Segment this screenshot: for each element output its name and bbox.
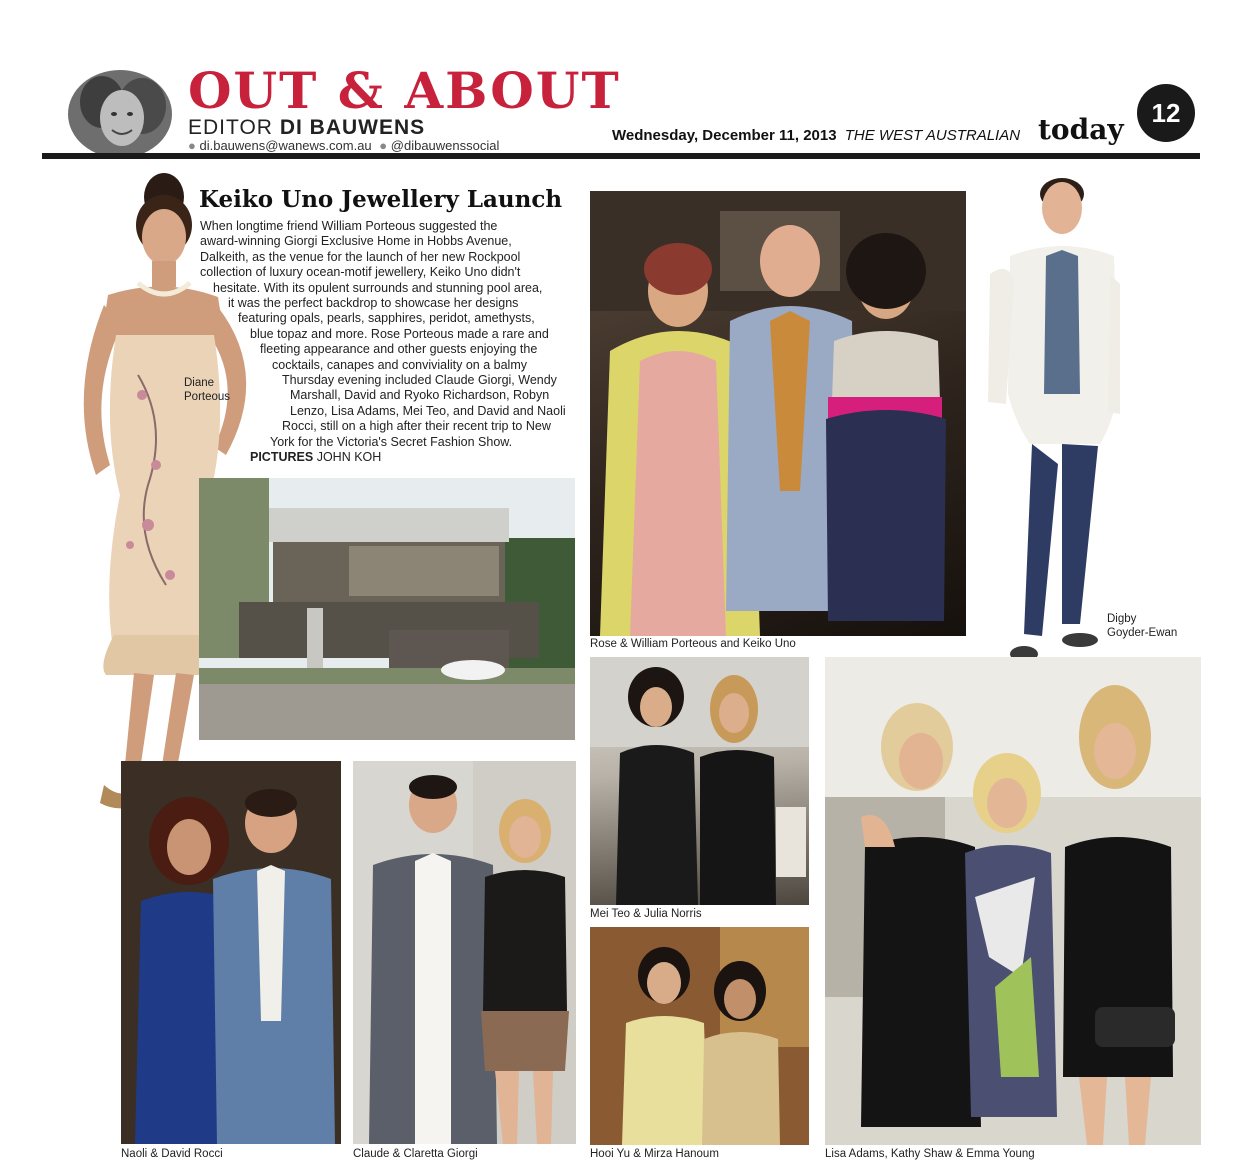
body-line: fleeting appearance and other guests enjoying the <box>260 342 538 357</box>
body-line: Lenzo, Lisa Adams, Mei Teo, and David and Naoli <box>290 403 566 418</box>
editor-email[interactable]: di.bauwens@wanews.com.au <box>199 138 372 153</box>
body-line: When longtime friend William Porteous suggested the <box>200 219 498 233</box>
claude-claretta-photo <box>353 761 576 1144</box>
body-line: it was the perfect backdrop to showcase her designs <box>228 296 519 311</box>
brand-logo: today <box>1038 113 1124 146</box>
editor-prefix: EDITOR <box>188 116 273 139</box>
credit-name: JOHN KOH <box>316 450 382 465</box>
caption-naoli: Naoli & David Rocci <box>121 1148 223 1160</box>
bullet-icon: ● <box>379 138 388 153</box>
body-line: hesitate. With its opulent surrounds and stunning pool area, <box>213 280 543 295</box>
body-line: award-winning Giorgi Exclusive Home in Hobbs Avenue, <box>200 234 512 249</box>
bullet-icon: ● <box>188 138 196 153</box>
credit-label: PICTURES <box>250 450 314 465</box>
caption-hooi: Hooi Yu & Mirza Hanoum <box>590 1148 719 1160</box>
caption-line: Goyder-Ewan <box>1107 627 1178 639</box>
page-number-badge <box>1137 84 1195 142</box>
dateline <box>612 126 1020 146</box>
body-line: York for the Victoria's Secret Fashion Show. <box>270 434 513 449</box>
caption-digby <box>1107 612 1177 640</box>
body-line: Dalkeith, as the venue for the launch of her new Rockpool <box>200 249 521 264</box>
rose-william-keiko-photo <box>590 191 966 636</box>
editor-name: DI BAUWENS <box>279 116 426 139</box>
caption-line: Diane <box>184 377 215 389</box>
caption-diane <box>184 376 230 404</box>
naoli-david-photo <box>121 761 341 1144</box>
body-line: blue topaz and more. Rose Porteous made a rare and <box>250 326 549 341</box>
contact-line <box>188 138 499 153</box>
header-rule <box>42 153 1200 159</box>
caption-line: Porteous <box>184 391 231 403</box>
editor-portrait <box>62 68 178 156</box>
publication-name: THE WEST AUSTRALIAN <box>844 127 1021 144</box>
editor-social[interactable]: @dibauwenssocial <box>390 138 500 153</box>
body-line: Marshall, David and Ryoko Richardson, Robyn <box>290 388 550 403</box>
caption-mei: Mei Teo & Julia Norris <box>590 908 702 920</box>
editor-line <box>188 116 425 140</box>
body-line: Thursday evening included Claude Giorgi, Wendy <box>282 373 557 388</box>
caption-line: Digby <box>1107 613 1137 625</box>
hooi-mirza-photo <box>590 927 809 1145</box>
mei-julia-photo <box>590 657 809 905</box>
page-number: 12 <box>1151 97 1181 128</box>
house-photo <box>199 478 575 740</box>
section-title: OUT & ABOUT <box>188 61 621 120</box>
caption-lisa: Lisa Adams, Kathy Shaw & Emma Young <box>825 1148 1035 1160</box>
caption-rose: Rose & William Porteous and Keiko Uno <box>590 638 796 650</box>
issue-date: Wednesday, December 11, 2013 <box>612 127 837 144</box>
lisa-kathy-emma-photo <box>825 657 1201 1145</box>
body-line: collection of luxury ocean-motif jewellery, Keiko Uno didn't <box>200 265 521 280</box>
caption-claude: Claude & Claretta Giorgi <box>353 1148 478 1160</box>
article-headline: Keiko Uno Jewellery Launch <box>199 186 563 213</box>
body-line: featuring opals, pearls, sapphires, peridot, amethysts, <box>238 311 535 326</box>
digby-goyder-ewan-photo <box>970 164 1120 674</box>
body-line: Rocci, still on a high after their recent trip to New <box>282 419 551 434</box>
body-line: cocktails, canapes and conviviality on a balmy <box>272 357 527 372</box>
